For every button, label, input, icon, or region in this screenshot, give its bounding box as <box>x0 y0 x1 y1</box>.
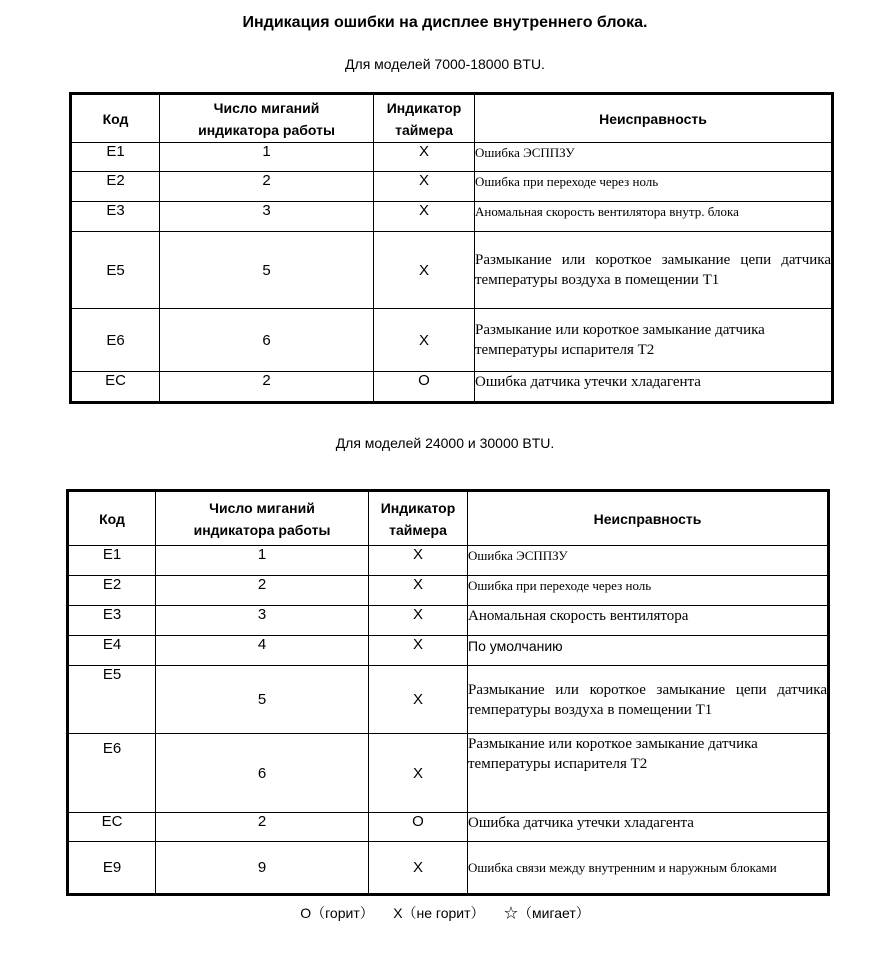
cell-timer: X <box>374 143 475 172</box>
cell-fault: Ошибка датчика утечки хладагента <box>468 813 829 842</box>
legend-off: X（не горит） <box>393 905 485 921</box>
header-code: Код <box>68 491 156 546</box>
cell-fault: Ошибка при переходе через ноль <box>475 172 833 202</box>
cell-timer: X <box>374 232 475 309</box>
cell-code: E9 <box>68 842 156 895</box>
cell-code: E3 <box>71 202 160 232</box>
cell-fault: Размыкание или короткое замыкание цепи датчика температуры воздуха в помещении T1 <box>475 232 833 309</box>
cell-fault: Ошибка связи между внутренним и наружным блоками <box>468 842 829 895</box>
table-row <box>68 842 829 895</box>
header-code: Код <box>71 94 160 143</box>
cell-blinks: 2 <box>160 372 374 403</box>
legend <box>0 903 890 923</box>
table-row <box>71 309 833 372</box>
header-fault: Неисправность <box>468 491 829 546</box>
error-table-small-models <box>69 92 834 404</box>
cell-code: E1 <box>68 546 156 576</box>
cell-timer: X <box>369 734 468 813</box>
table-row <box>71 202 833 232</box>
cell-blinks: 2 <box>156 576 369 606</box>
page-title: Индикация ошибки на дисплее внутреннего блока. <box>242 14 648 31</box>
header-blinks: Число миганий индикатора работы <box>156 491 369 546</box>
cell-code: E6 <box>71 309 160 372</box>
cell-blinks: 1 <box>160 143 374 172</box>
cell-timer: X <box>369 576 468 606</box>
error-table-large-models <box>66 489 830 896</box>
cell-fault: Ошибка датчика утечки хладагента <box>475 372 833 403</box>
table-row <box>68 576 829 606</box>
cell-blinks: 6 <box>156 734 369 813</box>
cell-timer: X <box>374 172 475 202</box>
cell-timer: O <box>369 813 468 842</box>
cell-blinks: 5 <box>160 232 374 309</box>
cell-code: EC <box>71 372 160 403</box>
table-row <box>71 372 833 403</box>
table-row <box>68 546 829 576</box>
table-header-row <box>68 491 829 546</box>
section1-subtitle: Для моделей 7000-18000 BTU. <box>345 56 545 72</box>
legend-blink: ☆（мигает） <box>504 905 590 921</box>
cell-blinks: 3 <box>156 606 369 636</box>
cell-blinks: 2 <box>160 172 374 202</box>
cell-timer: X <box>369 636 468 666</box>
cell-code: E3 <box>68 606 156 636</box>
table-row <box>68 813 829 842</box>
cell-blinks: 9 <box>156 842 369 895</box>
cell-code: E1 <box>71 143 160 172</box>
cell-blinks: 5 <box>156 666 369 734</box>
cell-blinks: 1 <box>156 546 369 576</box>
table-row <box>71 232 833 309</box>
cell-fault: По умолчанию <box>468 636 829 666</box>
cell-code: E2 <box>68 576 156 606</box>
table-row <box>68 666 829 734</box>
header-timer: Индикатор таймера <box>369 491 468 546</box>
cell-fault: Размыкание или короткое замыкание датчика температуры испарителя T2 <box>468 734 829 813</box>
section2-subtitle: Для моделей 24000 и 30000 BTU. <box>335 435 555 451</box>
table-row <box>71 172 833 202</box>
cell-blinks: 2 <box>156 813 369 842</box>
cell-blinks: 4 <box>156 636 369 666</box>
cell-code: E5 <box>71 232 160 309</box>
cell-blinks: 6 <box>160 309 374 372</box>
cell-code: E5 <box>68 666 156 734</box>
header-blinks: Число миганий индикатора работы <box>160 94 374 143</box>
cell-fault: Размыкание или короткое замыкание цепи датчика температуры воздуха в помещении T1 <box>468 666 829 734</box>
cell-code: E6 <box>68 734 156 813</box>
cell-code: EC <box>68 813 156 842</box>
cell-blinks: 3 <box>160 202 374 232</box>
legend-on: O（горит） <box>300 905 374 921</box>
cell-code: E4 <box>68 636 156 666</box>
cell-timer: X <box>369 606 468 636</box>
cell-timer: X <box>374 309 475 372</box>
cell-fault: Ошибка при переходе через ноль <box>468 576 829 606</box>
cell-fault: Аномальная скорость вентилятора внутр. блока <box>475 202 833 232</box>
cell-timer: O <box>374 372 475 403</box>
table-row <box>68 636 829 666</box>
cell-timer: X <box>369 546 468 576</box>
cell-fault: Ошибка ЭСППЗУ <box>468 546 829 576</box>
table-row <box>68 606 829 636</box>
table-row <box>68 734 829 813</box>
cell-fault: Аномальная скорость вентилятора <box>468 606 829 636</box>
cell-fault: Размыкание или короткое замыкание датчика температуры испарителя T2 <box>475 309 833 372</box>
cell-timer: X <box>374 202 475 232</box>
header-fault: Неисправность <box>475 94 833 143</box>
cell-code: E2 <box>71 172 160 202</box>
cell-timer: X <box>369 842 468 895</box>
table-row <box>71 143 833 172</box>
cell-fault: Ошибка ЭСППЗУ <box>475 143 833 172</box>
table-header-row <box>71 94 833 143</box>
header-timer: Индикатор таймера <box>374 94 475 143</box>
cell-timer: X <box>369 666 468 734</box>
